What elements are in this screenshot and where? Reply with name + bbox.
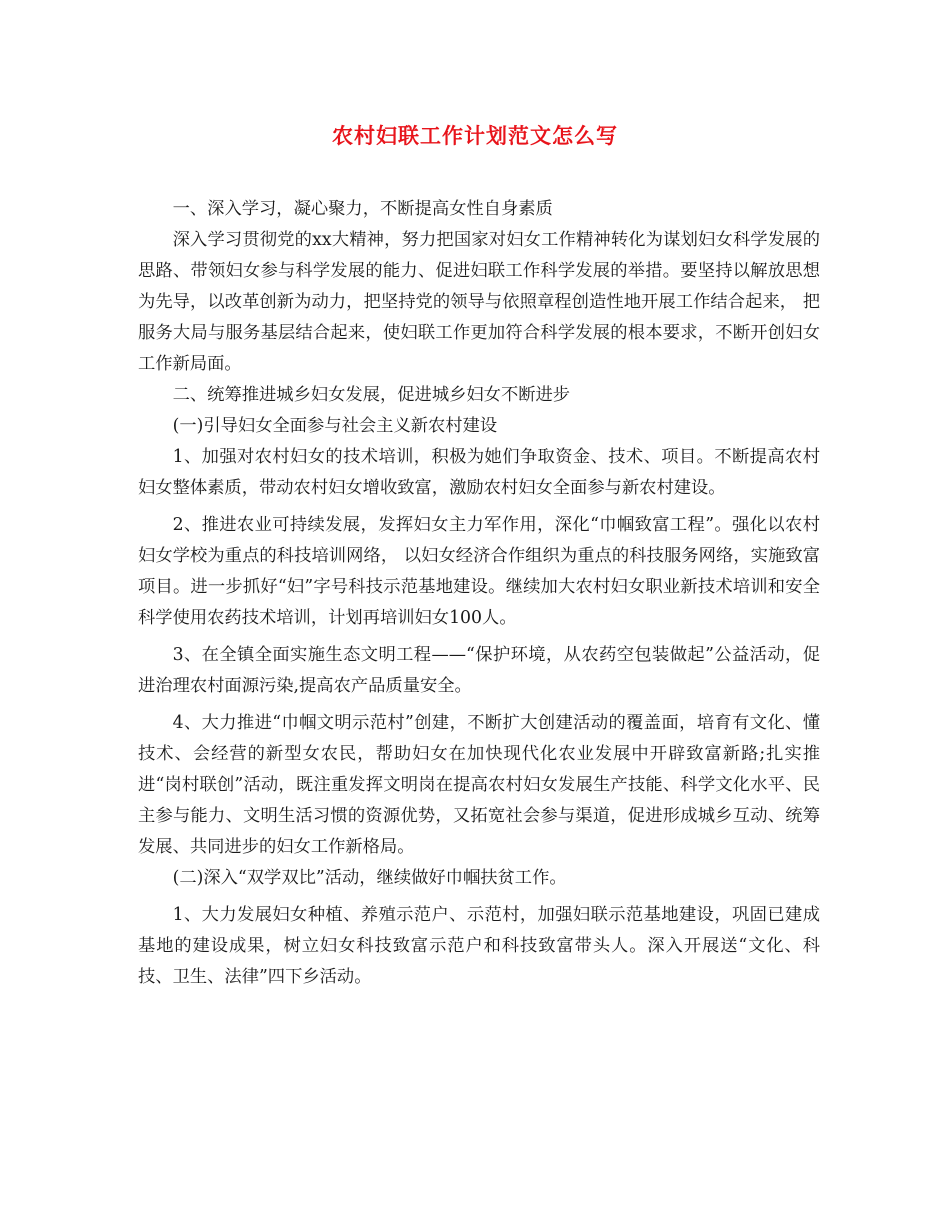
list-item-2-agriculture: 2、推进农业可持续发展，发挥妇女主力军作用，深化“巾帼致富工程”。强化以农村妇女学校为重点的科技培训网络， 以妇女经济合作组织为重点的科技服务网络，实施致富项目。进一步抓好“妇”字号科技示范基地建设。继续加大农村妇女职业新技术培训和安全科学使用农药技术培训，计划再培训妇女100人。	[138, 515, 820, 628]
subheading-double-learning: (二)深入“双学双比”活动，继续做好巾帼扶贫工作。	[172, 868, 567, 888]
heading-section-2: 二、统筹推进城乡妇女发展，促进城乡妇女不断进步	[172, 385, 571, 405]
list-item-3-ecology: 3、在全镇全面实施生态文明工程——“保护环境，从农药空包装做起”公益活动，促进治理农村面源污染,提高农产品质量安全。	[138, 645, 820, 696]
document-body	[138, 194, 820, 993]
list-item-1-training: 1、加强对农村妇女的技术培训，积极为她们争取资金、技术、项目。不断提高农村妇女整体素质，带动农村妇女增收致富，激励农村妇女全面参与新农村建设。	[138, 447, 820, 498]
document-title: 农村妇联工作计划范文怎么写	[332, 123, 618, 148]
list-item-1-demonstration: 1、大力发展妇女种植、养殖示范户、示范村，加强妇联示范基地建设，巩固已建成基地的建设成果，树立妇女科技致富示范户和科技致富带头人。深入开展送“文化、科技、卫生、法律”四下乡活动。	[138, 905, 820, 987]
subheading-new-countryside: (一)引导妇女全面参与社会主义新农村建设	[172, 416, 498, 436]
heading-section-1: 一、深入学习，凝心聚力，不断提高女性自身素质	[172, 199, 553, 219]
paragraph-study-spirit: 深入学习贯彻党的xx大精神，努力把国家对妇女工作精神转化为谋划妇女科学发展的思路、带领妇女参与科学发展的能力、促进妇联工作科学发展的举措。要坚持以解放思想为先导，以改革创新为动力，把坚持党的领导与依照章程创造性地开展工作结合起来， 把服务大局与服务基层结合起来，使妇联工作更加符合科学发展的根本要求，不断开创妇女工作新局面。	[138, 230, 820, 374]
list-item-4-model-village: 4、大力推进“巾帼文明示范村”创建，不断扩大创建活动的覆盖面，培育有文化、懂技术、会经营的新型女农民，帮助妇女在加快现代化农业发展中开辟致富新路;扎实推进“岗村联创”活动，既注重发挥文明岗在提高农村妇女发展生产技能、科学文化水平、民主参与能力、文明生活习惯的资源优势，又拓宽社会参与渠道，促进形成城乡互动、统筹发展、共同进步的妇女工作新格局。	[138, 713, 820, 857]
